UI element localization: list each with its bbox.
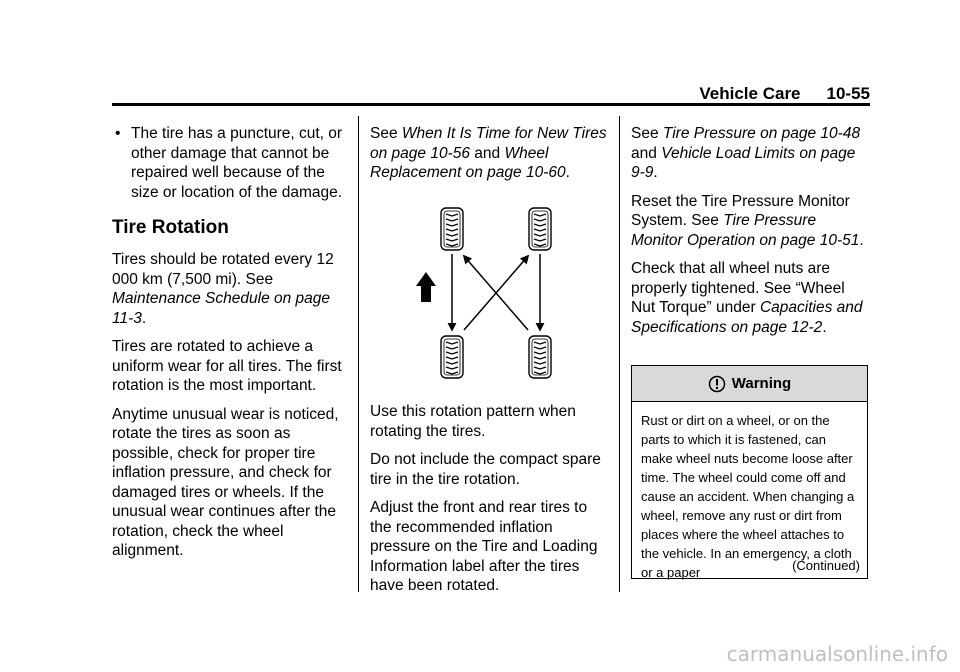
text: and (474, 144, 501, 162)
warning-box (631, 365, 868, 579)
text: Reset the Tire Pressure Monitor System. See (631, 192, 850, 229)
column-divider (619, 116, 620, 592)
tire-icon (441, 208, 463, 250)
text: . (565, 164, 570, 181)
bullet-text: The tire has a puncture, cut, or other damage that cannot be repaired well because of the size or location of the damage. (131, 125, 343, 201)
text: See (370, 125, 398, 142)
cross-reference-link[interactable]: When It Is Time for New Tires on page 10-56 (370, 125, 607, 162)
text: and (631, 144, 657, 162)
bullet-item (112, 124, 352, 202)
text: . (141, 309, 147, 327)
forward-direction-arrow-icon (416, 272, 436, 302)
column-2-lower (370, 402, 612, 605)
paragraph: Do not include the compact spare tire in the tire rotation. (370, 451, 601, 488)
paragraph: Anytime unusual wear is noticed, rotate the tires as soon as possible, check for proper tire inflation pressure, and check for damaged tires or wheels. If the unusual wear continues after the rotation, check the wheel alignment. (112, 405, 339, 559)
page-header (112, 84, 870, 104)
paragraph (112, 250, 352, 328)
header-rule (112, 103, 870, 106)
page-number: 10-55 (826, 84, 870, 103)
column-divider (358, 116, 359, 592)
column-3 (631, 124, 870, 346)
paragraph (631, 259, 870, 337)
bullet-dot: • (115, 125, 121, 142)
tire-icon (529, 336, 551, 378)
text: Tires should be rotated every 12 000 km (7,500 mi). See (112, 251, 334, 288)
warning-title: Warning (731, 375, 792, 392)
tire-rotation-diagram (410, 196, 580, 386)
text: See (631, 125, 659, 142)
warning-text: Rust or dirt on a wheel, or on the parts to which it is fastened, can make wheel nuts become loose after time. The wheel could come off and cause an accident. When changing a wheel, remove any rust or dirt from places where the wheel attaches to the vehicle. In an emergency, a cloth or a paper (641, 413, 855, 580)
paragraph (631, 192, 870, 251)
paragraph: Adjust the front and rear tires to the recommended inflation pressure on the Tire and Loading Information label after the tires have been rotated. (370, 499, 598, 594)
tire-icon (529, 208, 551, 250)
section-title: Vehicle Care (699, 84, 801, 103)
paragraph: Use this rotation pattern when rotating the tires. (370, 403, 576, 440)
cross-reference-link[interactable]: Maintenance Schedule on page 11-3 (112, 290, 331, 327)
continued-label: (Continued) (792, 558, 860, 573)
watermark: carmanualsonline.info (726, 642, 948, 666)
cross-reference-link[interactable]: Capacities and Specifications on page 12-2 (631, 299, 863, 336)
paragraph (631, 124, 870, 183)
text: . (822, 318, 827, 336)
text: . (859, 231, 864, 249)
section-heading: Tire Rotation (112, 217, 229, 238)
warning-icon (708, 375, 726, 393)
cross-reference-link[interactable]: Tire Pressure on page 10-48 (662, 125, 861, 142)
paragraph: Tires are rotated to achieve a uniform wear for all tires. The first rotation is the most important. (112, 338, 342, 394)
paragraph (370, 124, 612, 183)
text: . (653, 164, 658, 181)
tire-icon (441, 336, 463, 378)
column-1 (112, 124, 352, 570)
warning-header (632, 366, 867, 402)
cross-reference-link[interactable]: Wheel Replacement on page 10-60 (370, 144, 566, 181)
cross-reference-link[interactable]: Tire Pressure Monitor Operation on page 10-51 (631, 212, 860, 249)
cross-reference-link[interactable]: Vehicle Load Limits on page 9-9 (631, 144, 856, 181)
column-2 (370, 124, 612, 192)
text: Check that all wheel nuts are properly tightened. See “Wheel Nut Torque” under (631, 260, 845, 316)
